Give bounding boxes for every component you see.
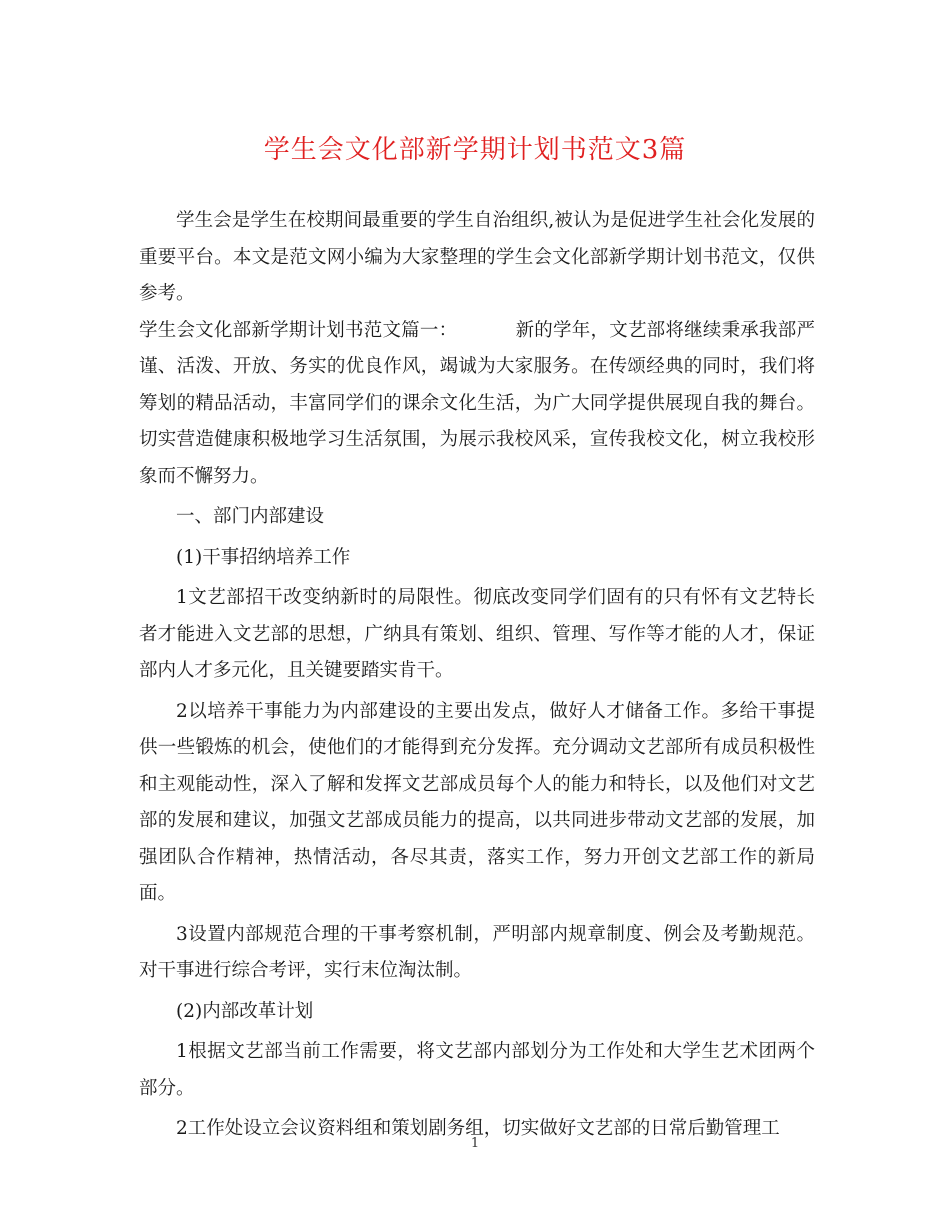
sub1-paragraph-2: 2以培养干事能力为内部建设的主要出发点，做好人才储备工作。多给干事提供一些锻炼的机会，使他们的才能得到充分发挥。充分调动文艺部所有成员积极性和主观能动性，深入了解和发挥文艺部成员每个人的能力和特长，以及他们对文艺部的发展和建议，加强文艺部成员能力的提高，以共同进步带动文艺部的发展，加强团队合作精神，热情活动，各尽其责，落实工作，努力开创文艺部工作的新局面。	[139, 700, 815, 904]
section-paragraph	[139, 313, 815, 496]
sub2-heading: (2)内部改革计划	[176, 1000, 314, 1022]
document-title: 学生会文化部新学期计划书范文3篇	[263, 135, 687, 165]
sub2-paragraph-2: 2工作处设立会议资料组和策划剧务组，切实做好文艺部的日常后勤管理工	[176, 1118, 780, 1139]
sub1-paragraph-3: 3设置内部规范合理的干事考察机制，严明部内规章制度、例会及考勤规范。对干事进行综合考评，实行末位淘汰制。	[139, 923, 815, 981]
sub1-heading: (1)干事招纳培养工作	[176, 546, 351, 568]
part1-heading: 一、部门内部建设	[176, 506, 325, 527]
section-heading: 学生会文化部新学期计划书范文篇一：	[139, 319, 458, 341]
section-body: 新的学年，文艺部将继续秉承我部严谨、活泼、开放、务实的优良作风，竭诚为大家服务。在传颂经典的同时，我们将筹划的精品活动，丰富同学们的课余文化生活，为广大同学提供展现自我的舞台。切实营造健康积极地学习生活氛围，为展示我校风采，宣传我校文化，树立我校形象而不懈努力。	[139, 319, 815, 487]
document-body	[139, 203, 815, 1148]
intro-paragraph: 学生会是学生在校期间最重要的学生自治组织,被认为是促进学生社会化发展的重要平台。本文是范文网小编为大家整理的学生会文化部新学期计划书范文，仅供参考。	[139, 210, 815, 304]
sub2-paragraph-1: 1根据文艺部当前工作需要，将文艺部内部划分为工作处和大学生艺术团两个部分。	[139, 1041, 815, 1099]
page-number: 1	[470, 1136, 480, 1151]
sub1-paragraph-1: 1文艺部招干改变纳新时的局限性。彻底改变同学们固有的只有怀有文艺特长者才能进入文艺部的思想，广纳具有策划、组织、管理、写作等才能的人才，保证部内人才多元化，且关键要踏实肯干。	[139, 587, 815, 681]
